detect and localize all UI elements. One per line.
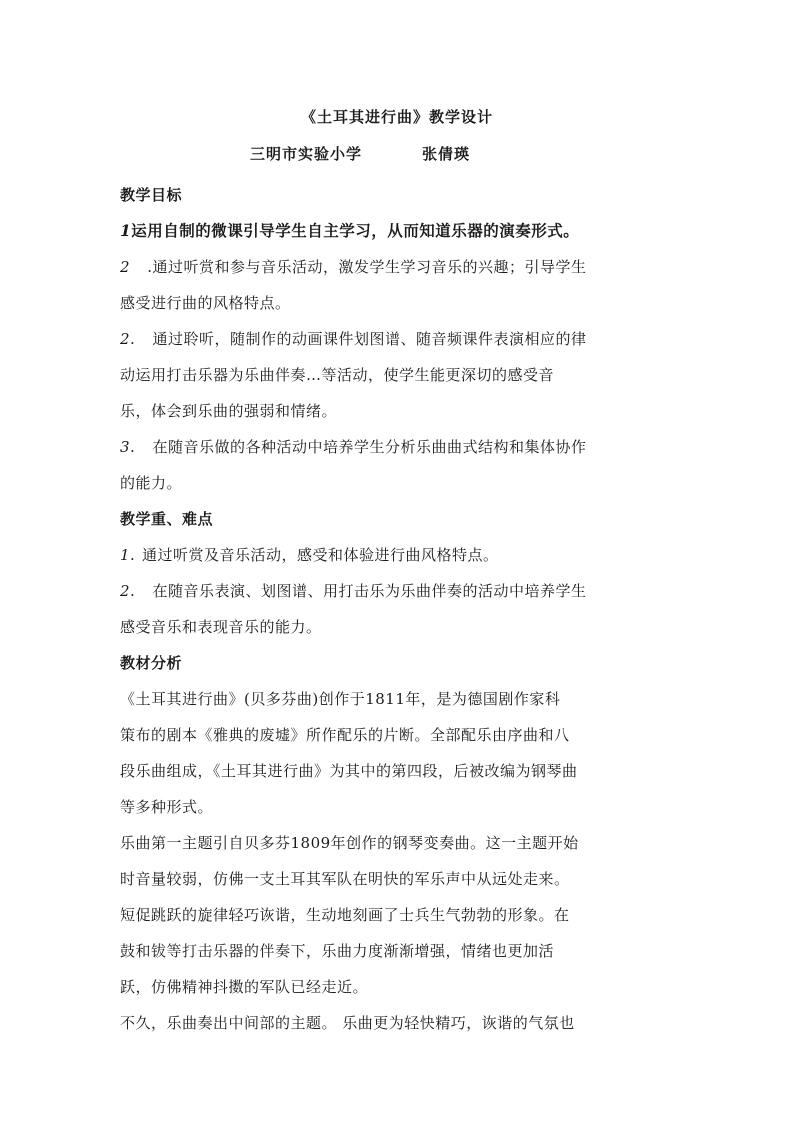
goal-item-3 xyxy=(120,321,680,357)
key-number: 2. xyxy=(120,582,136,600)
section-heading-material: 教材分析 xyxy=(120,654,183,672)
goal-number: 1 xyxy=(120,221,132,240)
goal-text: 通过聆听，随制作的动画课件划图谱、随音频课件表演相应的律 xyxy=(152,330,587,348)
goal-text: 在随音乐做的各种活动中培养学生分析乐曲曲式结构和集体协作 xyxy=(152,438,587,456)
section-heading-key-points: 教学重、难点 xyxy=(120,510,214,528)
goal-item-1 xyxy=(120,213,680,249)
school-name: 三明市实验小学 xyxy=(250,145,363,163)
goal-item-2-cont: 感受进行曲的风格特点。 xyxy=(120,294,291,312)
key-item-1 xyxy=(120,537,680,573)
goal-text: 运用自制的微课引导学生自主学习，从而知道乐器的演奏形式。 xyxy=(131,221,580,240)
paragraph-1-line-3: 段乐曲组成，《土耳其进行曲》为其中的第四段，后被改编为钢琴曲 xyxy=(120,762,578,780)
goal-text: .通过听赏和参与音乐活动，激发学生学习音乐的兴趣；引导学生 xyxy=(142,258,587,276)
goal-number: 3. xyxy=(120,438,136,456)
paragraph-2-line-2: 时音量较弱，仿佛一支土耳其军队在明快的军乐声中从远处走来。 xyxy=(120,870,570,888)
paragraph-2-line-5: 跃，仿佛精神抖擞的军队已经走近。 xyxy=(120,978,369,996)
goal-item-2 xyxy=(120,249,680,285)
key-text: 通过听赏及音乐活动，感受和体验进行曲风格特点。 xyxy=(142,546,499,564)
author-line xyxy=(250,143,550,164)
goal-number: 2. xyxy=(120,330,136,348)
paragraph-1-line-2: 策布的剧本《雅典的废墟》所作配乐的片断。全部配乐由序曲和八 xyxy=(120,726,570,744)
goal-item-3-cont: 动运用打击乐器为乐曲伴奏…等活动，使学生能更深切的感受音 xyxy=(120,366,555,384)
key-number: 1. xyxy=(120,546,136,564)
paragraph-3-line-1: 不久，乐曲奏出中间部的主题。 乐曲更为轻快精巧，诙谐的气氛也 xyxy=(120,1014,575,1032)
document-body xyxy=(120,177,680,1041)
paragraph-1-line-4: 等多种形式。 xyxy=(120,798,214,816)
author-name: 张倩瑛 xyxy=(422,145,471,163)
paragraph-1-line-1: 《土耳其进行曲》(贝多芬曲)创作于1811年，是为德国剧作家科 xyxy=(120,690,561,708)
paragraph-2-line-3: 短促跳跃的旋律轻巧诙谐，生动地刻画了士兵生气勃勃的形象。在 xyxy=(120,906,570,924)
goal-item-3-cont2: 乐，体会到乐曲的强弱和情绪。 xyxy=(120,402,338,420)
key-item-2 xyxy=(120,573,680,609)
section-heading-goals: 教学目标 xyxy=(120,186,183,204)
key-text: 在随音乐表演、划图谱、用打击乐为乐曲伴奏的活动中培养学生 xyxy=(152,582,587,600)
goal-item-4 xyxy=(120,429,680,465)
paragraph-2-line-1: 乐曲第一主题引自贝多芬1809年创作的钢琴变奏曲。这一主题开始 xyxy=(120,834,579,852)
paragraph-2-line-4: 鼓和钹等打击乐器的伴奏下，乐曲力度渐渐增强，情绪也更加活 xyxy=(120,942,555,960)
key-item-2-cont: 感受音乐和表现音乐的能力。 xyxy=(120,618,322,636)
goal-item-4-cont: 的能力。 xyxy=(120,474,183,492)
document-title: 《土耳其进行曲》教学设计 xyxy=(300,108,493,126)
goal-number: 2 xyxy=(120,258,131,276)
